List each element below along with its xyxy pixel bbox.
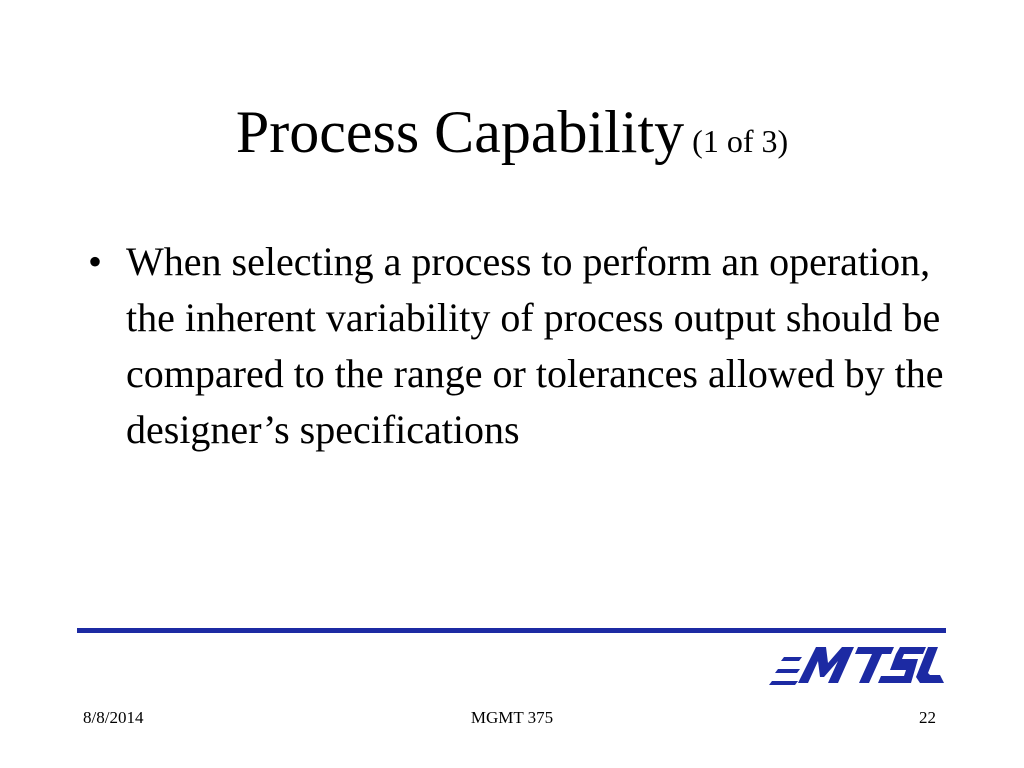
footer-date: 8/8/2014 bbox=[83, 708, 144, 727]
slide-title-part-indicator: (1 of 3) bbox=[692, 123, 789, 159]
slide-title bbox=[0, 99, 1024, 165]
footer-page-number: 22 bbox=[919, 708, 936, 727]
bullet-text: When selecting a process to perform an operation, the inherent variability of process output should be compared to the range or tolerances allowed by the designer’s specifications bbox=[126, 239, 944, 452]
bullet-point-icon: • bbox=[88, 239, 103, 284]
slide-title-main: Process Capability bbox=[235, 99, 685, 165]
mtsu-logo-icon bbox=[768, 641, 946, 687]
footer-divider bbox=[77, 628, 946, 633]
footer-course: MGMT 375 bbox=[470, 708, 554, 727]
bullet-item bbox=[88, 234, 948, 458]
bullet-list bbox=[88, 234, 948, 458]
